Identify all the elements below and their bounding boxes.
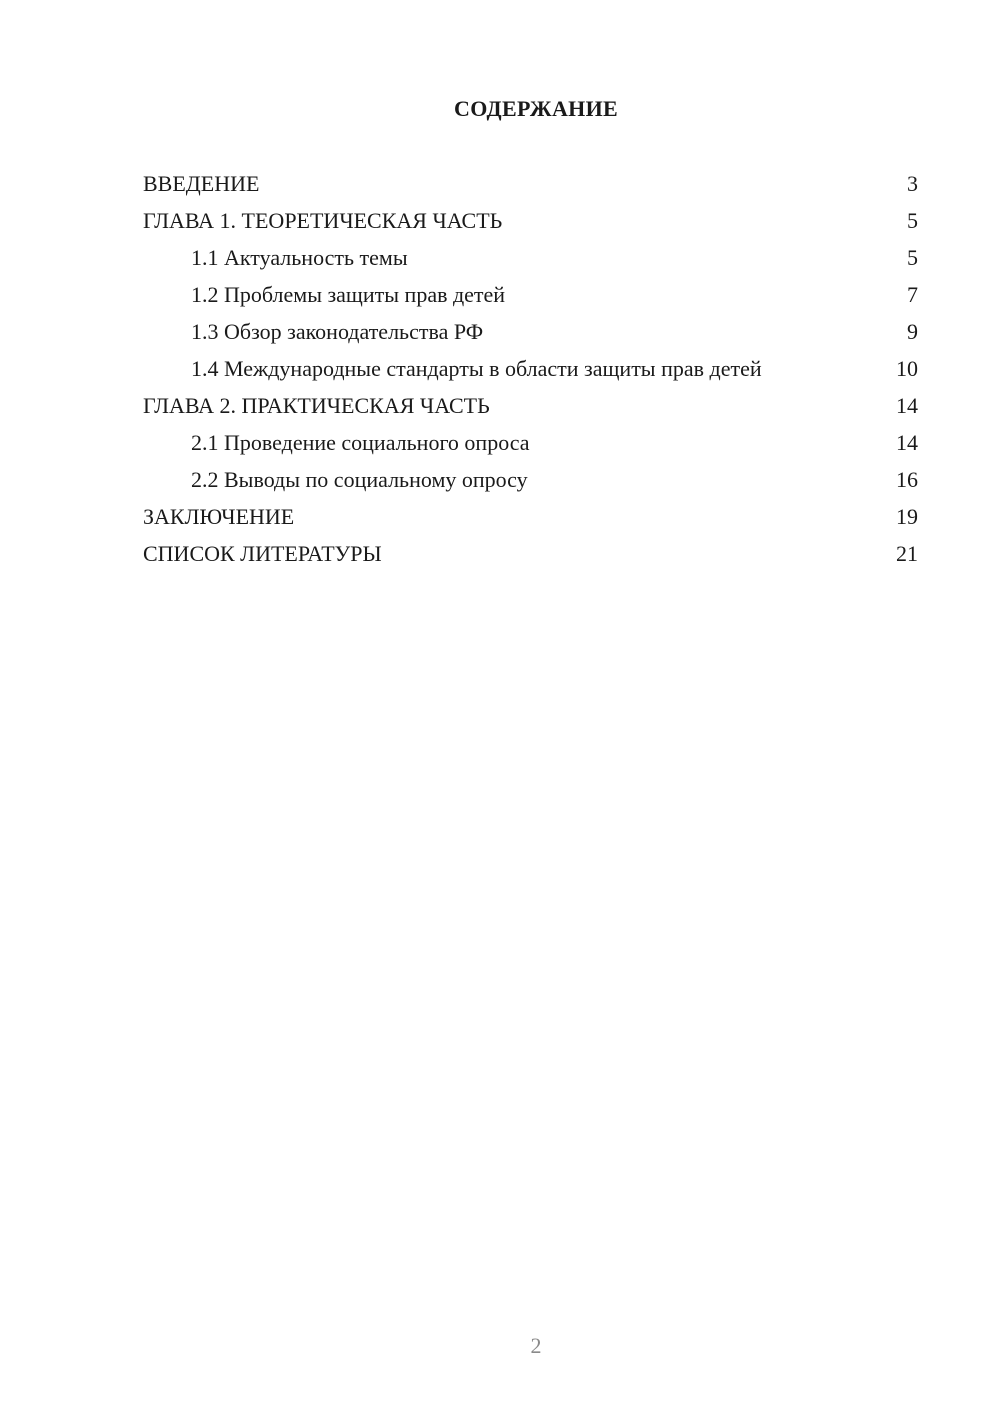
toc-entry-conclusion[interactable]	[143, 503, 918, 530]
toc-entry-page: 5	[907, 245, 918, 270]
toc-entry-title: 1.4 Международные стандарты в области защиты прав детей	[191, 356, 762, 381]
table-of-contents	[143, 170, 918, 577]
toc-entry-section-1-1[interactable]	[143, 244, 918, 271]
toc-entry-page: 3	[907, 171, 918, 196]
toc-entry-page: 14	[896, 430, 918, 455]
toc-entry-page: 10	[896, 356, 918, 381]
toc-entry-section-1-4[interactable]	[143, 355, 918, 382]
toc-entry-title: ЗАКЛЮЧЕНИЕ	[143, 504, 295, 529]
toc-entry-page: 19	[896, 504, 918, 529]
toc-entry-chapter-2[interactable]	[143, 392, 918, 419]
toc-entry-page: 9	[907, 319, 918, 344]
toc-entry-section-2-1[interactable]	[143, 429, 918, 456]
toc-entry-introduction[interactable]	[143, 170, 918, 197]
toc-entry-title: 2.2 Выводы по социальному опросу	[191, 467, 528, 492]
toc-entry-page: 5	[907, 208, 918, 233]
toc-entry-page: 7	[907, 282, 918, 307]
toc-heading: СОДЕРЖАНИЕ	[454, 96, 618, 121]
toc-entry-page: 21	[896, 541, 918, 566]
toc-entry-title: 1.1 Актуальность темы	[191, 245, 408, 270]
toc-entry-title: 1.2 Проблемы защиты прав детей	[191, 282, 506, 307]
toc-entry-chapter-1[interactable]	[143, 207, 918, 234]
toc-entry-section-2-2[interactable]	[143, 466, 918, 493]
toc-entry-title: ГЛАВА 2. ПРАКТИЧЕСКАЯ ЧАСТЬ	[143, 393, 490, 418]
toc-entry-title: ВВЕДЕНИЕ	[143, 171, 260, 196]
toc-entry-title: СПИСОК ЛИТЕРАТУРЫ	[143, 541, 382, 566]
toc-entry-page: 16	[896, 467, 918, 492]
toc-entry-section-1-2[interactable]	[143, 281, 918, 308]
toc-entry-title: 1.3 Обзор законодательства РФ	[191, 319, 484, 344]
toc-entry-page: 14	[896, 393, 918, 418]
toc-entry-title: ГЛАВА 1. ТЕОРЕТИЧЕСКАЯ ЧАСТЬ	[143, 208, 503, 233]
toc-entry-section-1-3[interactable]	[143, 318, 918, 345]
toc-entry-references[interactable]	[143, 540, 918, 567]
toc-entry-title: 2.1 Проведение социального опроса	[191, 430, 530, 455]
page-number: 2	[530, 1333, 542, 1358]
